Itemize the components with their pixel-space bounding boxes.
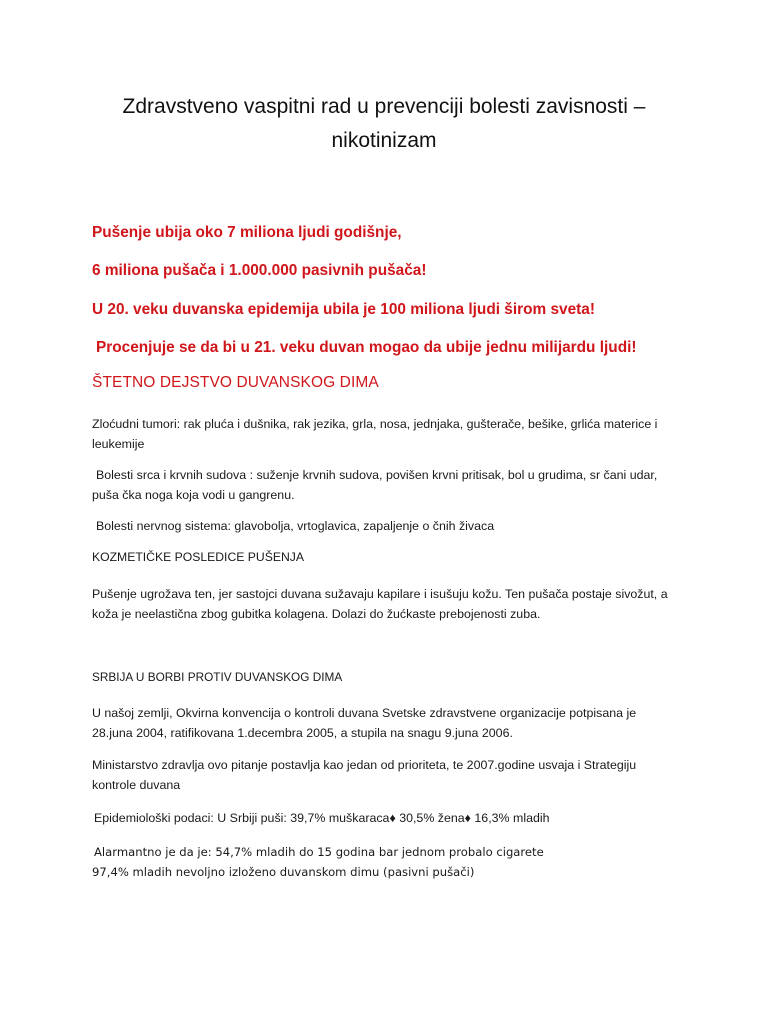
paragraph-line: puša čka noga koja vodi u gangrenu. bbox=[92, 488, 295, 502]
paragraph-line: Bolesti nervnog sistema: glavobolja, vrtoglavica, zapaljenje o čnih živaca bbox=[96, 519, 495, 533]
paragraph-line: koža je neelastična zbog gubitka kolagena. Dolazi do žućkaste prebojenosti zuba. bbox=[92, 607, 541, 621]
section-heading-serbia: SRBIJA U BORBI PROTIV DUVANSKOG DIMA bbox=[92, 670, 343, 684]
paragraph-nervous-system bbox=[96, 516, 696, 536]
paragraph-cosmetic bbox=[92, 584, 692, 624]
paragraph-line: 97,4% mladih nevoljno izloženo duvanskom dimu (pasivni pušači) bbox=[92, 865, 475, 879]
paragraph-tumors bbox=[92, 414, 692, 454]
paragraph-convention bbox=[92, 703, 692, 743]
paragraph-heart-disease bbox=[92, 465, 696, 505]
highlight-2: 6 miliona pušača i 1.000.000 pasivnih pušača! bbox=[92, 262, 427, 279]
paragraph-ministry bbox=[92, 755, 692, 795]
highlight-4: Procenjuje se da bi u 21. veku duvan mogao da ubije jednu milijardu ljudi! bbox=[96, 339, 637, 356]
highlight-1: Pušenje ubija oko 7 miliona ljudi godišnje, bbox=[92, 224, 402, 241]
paragraph-line: kontrole duvana bbox=[92, 778, 181, 792]
paragraph-line: U našoj zemlji, Okvirna konvencija o kontroli duvana Svetske zdravstvene organizacije potpisana je bbox=[92, 706, 637, 720]
section-heading-harmful-effects: ŠTETNO DEJSTVO DUVANSKOG DIMA bbox=[92, 374, 379, 391]
highlight-3: U 20. veku duvanska epidemija ubila je 100 miliona ljudi širom sveta! bbox=[92, 301, 595, 318]
title-line-1: Zdravstveno vaspitni rad u prevenciji bolesti zavisnosti – bbox=[122, 95, 646, 118]
section-heading-cosmetic: KOZMETIČKE POSLEDICE PUŠENJA bbox=[92, 550, 304, 564]
document-title bbox=[60, 90, 708, 158]
paragraph-line: Ministarstvo zdravlja ovo pitanje postavlja kao jedan od prioriteta, te 2007.godine usvaja i Strategiju bbox=[92, 758, 637, 772]
paragraph-line: Zloćudni tumori: rak pluća i dušnika, rak jezika, grla, nosa, jednjaka, gušterače, bešike, grlića materice i bbox=[92, 417, 658, 431]
paragraph-alarming bbox=[92, 842, 692, 882]
paragraph-epidemiology bbox=[94, 808, 694, 828]
paragraph-line: Epidemiološki podaci: U Srbiji puši: 39,7% muškaraca♦ 30,5% žena♦ 16,3% mladih bbox=[94, 811, 550, 825]
paragraph-line: Bolesti srca i krvnih sudova : suženje krvnih sudova, povišen krvni pritisak, bol u grudima, sr čani udar, bbox=[96, 468, 658, 482]
paragraph-line: leukemije bbox=[92, 437, 145, 451]
paragraph-line: 28.juna 2004, ratifikovana 1.decembra 2005, a stupila na snagu 9.juna 2006. bbox=[92, 726, 513, 740]
paragraph-line: Alarmantno je da je: 54,7% mladih do 15 godina bar jednom probalo cigarete bbox=[94, 845, 544, 859]
paragraph-line: Pušenje ugrožava ten, jer sastojci duvana sužavaju kapilare i isušuju kožu. Ten pušača postaje sivožut, a bbox=[92, 587, 668, 601]
title-line-2: nikotinizam bbox=[331, 129, 437, 152]
